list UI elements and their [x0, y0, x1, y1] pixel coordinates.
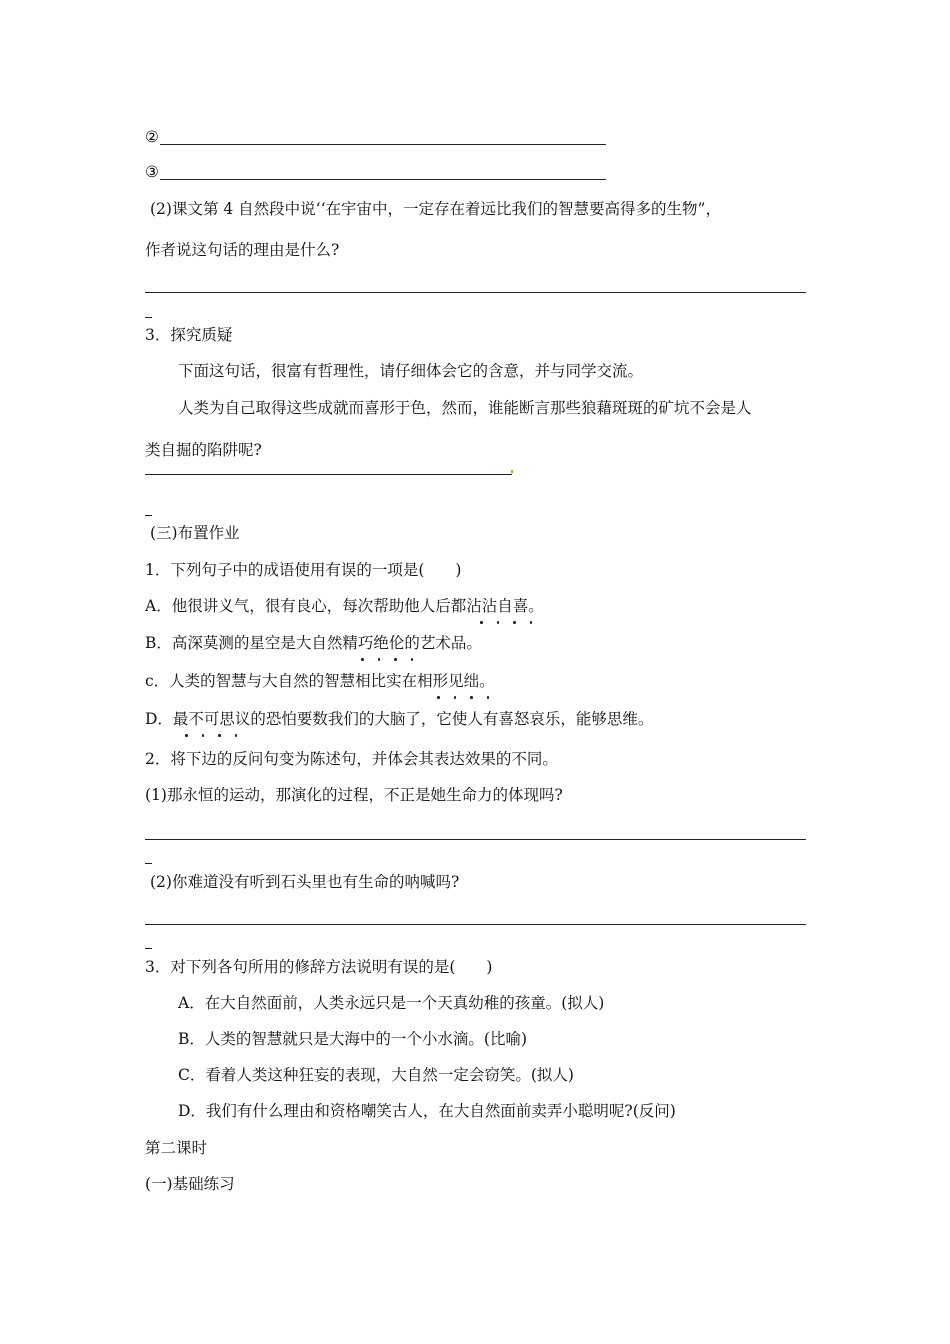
answer-line-tail	[145, 317, 152, 318]
question-2-text-cont: 作者说这句话的理由是什么?	[145, 241, 340, 259]
hw-3-option-b: B．人类的智慧就只是大海中的一个小水滴。(比喻)	[178, 1030, 527, 1048]
emphasis-dots	[437, 696, 489, 699]
hw-option-c: c．人类的智慧与大自然的智慧相比实在相形见绌。	[145, 672, 495, 690]
emphasis-dots	[480, 621, 532, 624]
hw-option-b: B．高深莫测的星空是大自然精巧绝伦的艺术品。	[145, 634, 482, 652]
answer-line-tail	[145, 948, 152, 949]
answer-line	[145, 292, 806, 293]
hw-question-2-1: (1)那永恒的运动，那演化的过程，不正是她生命力的体现吗?	[145, 786, 563, 804]
question-2-text: (2)课文第 4 自然段中说‘‘在宇宙中，一定存在着远比我们的智慧要高得多的生物”，	[150, 200, 721, 218]
explore-quote: 人类为自己取得这些成就而喜形于色，然而，谁能断言那些狼藉斑斑的矿坑不会是人	[178, 399, 752, 417]
section-heading-basic: (一)基础练习	[145, 1175, 235, 1193]
answer-line	[145, 839, 806, 840]
hw-question-3: 3．对下列各句所用的修辞方法说明有误的是( )	[145, 958, 493, 976]
hw-option-a: A．他很讲义气，很有良心，每次帮助他人后都沾沾自喜。	[145, 597, 544, 615]
blank-label-3: ③	[145, 163, 159, 181]
hw-question-1: 1．下列句子中的成语使用有误的一项是( )	[145, 561, 462, 579]
answer-line-tail	[145, 515, 152, 516]
hw-question-2: 2．将下边的反问句变为陈述句，并体会其表达效果的不同。	[145, 750, 558, 768]
answer-line	[160, 144, 606, 145]
lesson-heading: 第二课时	[145, 1139, 208, 1157]
hw-option-d: D．最不可思议的恐怕要数我们的大脑了，它使人有喜怒哀乐，能够思维。	[145, 710, 654, 728]
answer-line	[145, 474, 512, 475]
section-heading-homework: (三)布置作业	[150, 524, 240, 542]
ink-mark	[511, 470, 513, 473]
hw-3-option-c: C．看着人类这种狂妄的表现，大自然一定会窃笑。(拟人)	[178, 1066, 574, 1084]
section-heading-explore: 3．探究质疑	[145, 326, 233, 344]
answer-line	[160, 179, 606, 180]
explore-intro: 下面这句话，很富有哲理性，请仔细体会它的含意，并与同学交流。	[178, 362, 644, 380]
hw-question-2-2: (2)你难道没有听到石头里也有生命的呐喊吗?	[150, 873, 460, 891]
emphasis-dots	[185, 734, 237, 737]
blank-label-2: ②	[145, 128, 159, 146]
answer-line	[145, 924, 806, 925]
hw-3-option-a: A．在大自然面前，人类永远只是一个天真幼稚的孩童。(拟人)	[178, 994, 605, 1012]
answer-line-tail	[145, 863, 152, 864]
explore-quote-cont: 类自掘的陷阱呢?	[145, 441, 262, 459]
hw-3-option-d: D．我们有什么理由和资格嘲笑古人，在大自然面前卖弄小聪明呢?(反问)	[178, 1102, 676, 1120]
emphasis-dots	[361, 658, 413, 661]
